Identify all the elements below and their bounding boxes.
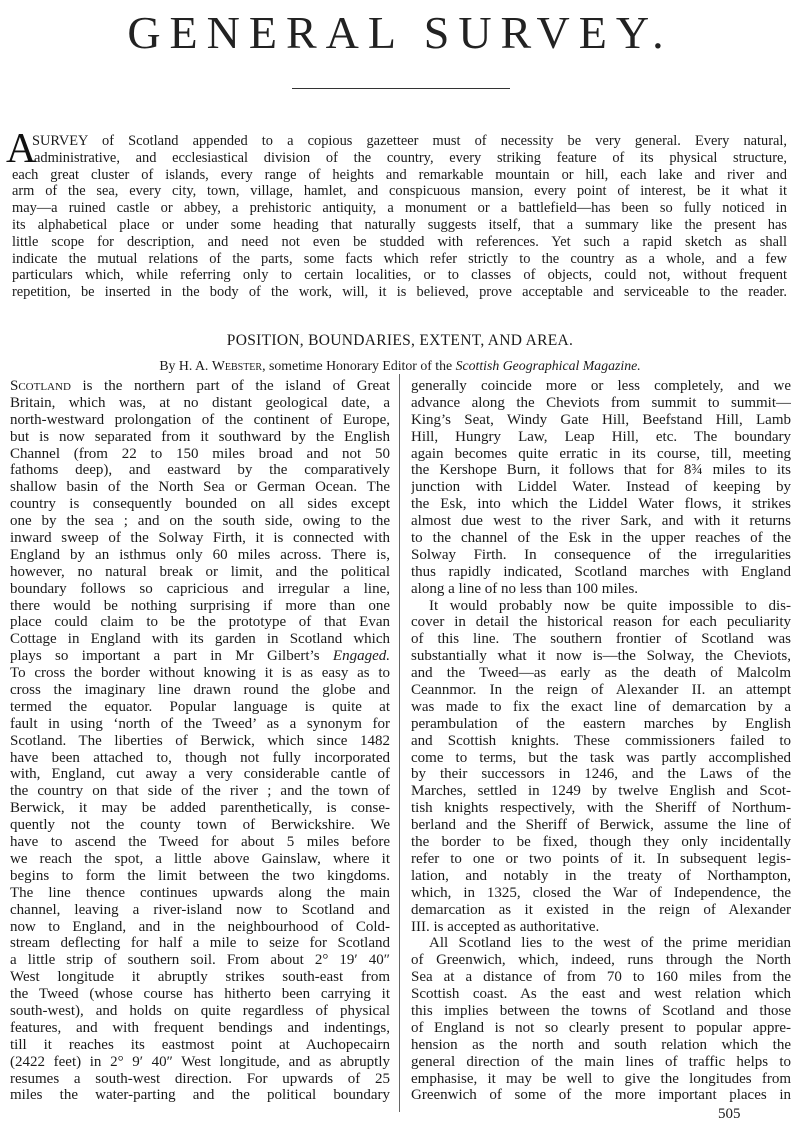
drop-cap: A	[6, 126, 37, 172]
text-line	[10, 1003, 390, 1020]
title-rule	[292, 88, 510, 89]
text-line	[411, 547, 791, 564]
text-line	[10, 868, 390, 885]
line-text: To cross the border without knowing it is as easy as to	[10, 665, 390, 682]
intro-line-text: arm of the sea, every city, town, village, hamlet, and conspicuous mansion, every point of interest, be it what it	[12, 183, 787, 200]
text-line	[411, 530, 791, 547]
text-line	[10, 614, 390, 631]
text-line	[10, 631, 390, 648]
line-text: Ceannmor. In the reign of Alexander II. an attempt	[411, 682, 791, 699]
line-text: one by the sea ; and on the south side, owing to the	[10, 513, 390, 530]
byline	[0, 358, 800, 374]
intro-line-text: repetition, be inserted in the body of the work, will, it is believed, prove acceptable and serviceable to the reader.	[12, 284, 787, 301]
text-line	[10, 462, 390, 479]
line-text: refer to one or two points of it. In subsequent legis-	[411, 850, 791, 867]
line-text: however, no natural break or limit, and the political	[10, 563, 390, 580]
line-text: and Scottish knights. These commissioners failed to	[411, 732, 791, 749]
text-line	[411, 952, 791, 969]
text-line	[411, 935, 791, 952]
text-line	[411, 1003, 791, 1020]
line-text: of England is not so clearly present to popular appre-	[411, 1019, 791, 1036]
line-text: It would probably now be quite impossible to dis-	[429, 597, 791, 614]
byline-middle: , sometime Honorary Editor of the	[262, 358, 456, 373]
line-text: stream deflecting for half a mile to seize for Scotland	[10, 935, 390, 952]
text-line	[10, 412, 390, 429]
text-line	[10, 969, 390, 986]
line-text: III. is accepted as authoritative.	[411, 918, 600, 935]
line-text: termed the equator. Popular language is quite at	[10, 698, 390, 715]
text-line	[411, 800, 791, 817]
text-line	[411, 665, 791, 682]
line-text: Scotland. The liberties of Berwick, which since 1482	[10, 732, 390, 749]
text-line	[411, 919, 791, 936]
text-line	[10, 800, 390, 817]
intro-line-text: may—a ruined castle or abbey, a prehistoric antiquity, a monument or a battlefield—has been so fully noticed in	[12, 200, 787, 217]
intro-line-text: each great cluster of islands, every range of heights and remarkable mountain or hill, each lake and river and	[12, 166, 787, 183]
page-number: 505	[718, 1106, 741, 1122]
line-text: now to England, and in the neighbourhood of Cold-	[10, 918, 390, 935]
line-text: have been attached to, though not fully incorporated	[10, 749, 390, 766]
text-line	[10, 1071, 390, 1088]
text-line	[411, 783, 791, 800]
line-text: advance along the Cheviots from summit to summit—	[411, 394, 791, 411]
text-line	[10, 750, 390, 767]
line-text: country is consequently bounded on all sides except	[10, 496, 390, 513]
line-text: channel, leaving a river-island now to Scotland and	[10, 901, 390, 918]
intro-line	[12, 267, 787, 284]
intro-line	[12, 167, 787, 184]
line-text: Cottage in England with its garden in Scotland which	[10, 631, 390, 648]
line-text: again becomes quite erratic in its course, till, meeting	[411, 445, 791, 462]
text-line	[411, 598, 791, 615]
intro-line-text: little scope for description, and need not even be studded with references. Yet such a rapid sketch as shall	[12, 233, 787, 250]
italic-title: Engaged.	[332, 648, 390, 665]
line-text: emphasise, it may be well to give the longitudes from	[411, 1070, 791, 1087]
text-line	[411, 834, 791, 851]
line-text: is the northern part of the island of Great	[70, 378, 390, 394]
text-line	[411, 513, 791, 530]
line-text: (2422 feet) in 2° 9′ 40″ West longitude, and as abruptly	[10, 1053, 390, 1070]
text-line	[10, 513, 390, 530]
text-line	[411, 902, 791, 919]
line-text: boundary follows so capricious and irregular a line,	[10, 580, 390, 597]
text-line	[411, 733, 791, 750]
intro-line	[12, 251, 787, 268]
text-line	[10, 834, 390, 851]
intro-line	[12, 217, 787, 234]
line-text: fault in using ‘north of the Tweed’ as a synonym for	[10, 715, 390, 732]
text-line	[10, 885, 390, 902]
text-line	[411, 1054, 791, 1071]
line-text: King’s Seat, Windy Gate Hill, Beefstand Hill, Lamb	[411, 411, 791, 428]
line-text: the Esk, into which the Liddel Water flows, it strikes	[411, 496, 791, 513]
text-line	[10, 378, 390, 395]
line-text: Greenwich of some of the more important places in	[411, 1087, 791, 1104]
text-line	[411, 614, 791, 631]
text-line	[10, 496, 390, 513]
left-column	[10, 378, 390, 1104]
line-text: we reach the spot, a little above Gainslaw, where it	[10, 850, 390, 867]
line-text: cross the imaginary line drawn round the globe and	[10, 682, 390, 699]
line-text: lation, and notably in the treaty of Northampton,	[411, 867, 791, 884]
intro-line	[12, 284, 787, 301]
line-text: which, in 1325, closed the War of Independence, the	[411, 884, 791, 901]
text-line	[411, 766, 791, 783]
text-line	[10, 1037, 390, 1054]
line-text: demarcation as it existed in the reign of Alexander	[411, 901, 791, 918]
column-divider	[399, 374, 400, 1112]
intro-line	[12, 200, 787, 217]
line-text: The line thence continues upwards along the main	[10, 884, 390, 901]
text-line	[10, 699, 390, 716]
line-text: and the Tweed—as early as the death of Malcolm	[411, 665, 791, 682]
text-line	[411, 750, 791, 767]
text-line	[10, 479, 390, 496]
line-text: the Tweed (whose course has hitherto been carrying it	[10, 986, 390, 1003]
text-line	[411, 1020, 791, 1037]
text-line	[10, 1087, 390, 1104]
text-line	[411, 1071, 791, 1088]
line-text: have to ascend the Tweed for about 5 miles before	[10, 834, 390, 851]
line-text: miles the water-parting and the political boundary	[10, 1087, 390, 1104]
line-text: perambulation of the eastern marches by English	[411, 715, 791, 732]
text-line	[411, 682, 791, 699]
text-line	[411, 986, 791, 1003]
text-line	[10, 648, 390, 665]
line-text: substantially what it now is—the Solway, the Cheviots,	[411, 648, 791, 665]
line-text: shallow basin of the North Sea or German Ocean. The	[10, 479, 390, 496]
text-line	[411, 446, 791, 463]
intro-line-text: its alphabetical place or under some heading that naturally suggests itself, that a summary like the present has	[12, 216, 787, 233]
line-text: begins to form the limit between the two kingdoms.	[10, 867, 390, 884]
line-text: cover in detail the historical reason for each peculiarity	[411, 614, 791, 631]
text-line	[411, 648, 791, 665]
text-line	[10, 429, 390, 446]
byline-prefix: By H. A.	[159, 358, 212, 373]
line-text: generally coincide more or less completely, and we	[411, 378, 791, 394]
line-text: hension as the north and south relation which the	[411, 1036, 791, 1053]
text-line	[10, 547, 390, 564]
text-line	[411, 429, 791, 446]
line-text: All Scotland lies to the west of the prime meridian	[429, 935, 791, 952]
text-line	[411, 564, 791, 581]
text-line	[411, 462, 791, 479]
line-text: south-west), and holds on quite regardless of physical	[10, 1002, 390, 1019]
line-text: to the channel of the Esk in the upper reaches of the	[411, 530, 791, 547]
line-text: by their successors in 1246, and the Laws of the	[411, 766, 791, 783]
right-column	[411, 378, 791, 1104]
text-line	[10, 952, 390, 969]
intro-lead-word: SURVEY	[32, 133, 88, 149]
byline-author: Webster	[211, 358, 263, 373]
line-text: Solway Firth. In consequence of the irregularities	[411, 546, 791, 563]
text-line	[411, 885, 791, 902]
line-text: Scottish coast. As the east and west relation which	[411, 986, 791, 1003]
line-text: the border to be fixed, though they only incidentally	[411, 834, 791, 851]
line-text: north-westward prolongation of the continent of Europe,	[10, 411, 390, 428]
text-line	[411, 868, 791, 885]
line-text: place could claim to be the prototype of that Evan	[10, 614, 390, 631]
text-line	[411, 716, 791, 733]
text-line	[10, 598, 390, 615]
line-text: almost due west to the river Sark, and with it returns	[411, 513, 791, 530]
line-text: Britain, which was, at no distant geological date, a	[10, 394, 390, 411]
text-line	[10, 1020, 390, 1037]
text-line	[411, 699, 791, 716]
intro-line-text: of Scotland appended to a copious gazetteer must of necessity be very general. Every natural,	[87, 133, 787, 149]
intro-line	[32, 133, 787, 150]
line-text: with, England, cut away a very considerable cantle of	[10, 766, 390, 783]
text-line	[10, 716, 390, 733]
text-line	[10, 817, 390, 834]
text-line	[411, 479, 791, 496]
text-line	[10, 733, 390, 750]
line-text: quently not the county town of Berwickshire. We	[10, 817, 390, 834]
line-text: inward sweep of the Solway Firth, it is connected with	[10, 530, 390, 547]
lead-word: Scotland	[10, 378, 71, 394]
text-line	[10, 935, 390, 952]
text-line	[411, 1037, 791, 1054]
line-text: along a line of no less than 100 miles.	[411, 580, 639, 597]
intro-line-text: particulars which, while referring only to certain localities, or to classes of objects, could not, without frequent	[12, 267, 787, 284]
line-text: Marches, settled in 1249 by twelve English and Scot-	[411, 783, 791, 800]
line-text: Hill, Hungry Law, Leap Hill, etc. The boundary	[411, 428, 791, 445]
line-text: tish knights respectively, with the Sheriff of Northum-	[411, 800, 791, 817]
text-line	[10, 1054, 390, 1071]
byline-publication: Scottish Geographical Magazine.	[455, 358, 641, 373]
line-text: the country on that side of the river ; and the town of	[10, 783, 390, 800]
line-text: a little strip of southern soil. From about 2° 19′ 40″	[10, 952, 390, 969]
text-line	[411, 412, 791, 429]
text-line	[411, 631, 791, 648]
text-line	[411, 1087, 791, 1104]
intro-line	[12, 234, 787, 251]
line-text: was made to fix the exact line of demarcation by a	[411, 698, 791, 715]
intro-paragraph	[12, 133, 787, 301]
line-text: till it reaches its eastmost point at Auchopecairn	[10, 1036, 390, 1053]
line-text: Berwick, it may be added parenthetically, is conse-	[10, 800, 390, 817]
text-line	[10, 919, 390, 936]
page-title: GENERAL SURVEY.	[127, 7, 673, 58]
text-line	[411, 378, 791, 395]
line-text: Sea at a distance of from 70 to 160 miles from the	[411, 969, 791, 986]
text-line	[10, 564, 390, 581]
text-line	[10, 395, 390, 412]
line-text: junction with Liddel Water. Instead of keeping by	[411, 479, 791, 496]
line-text: England by an isthmus only 60 miles across. There is,	[10, 546, 390, 563]
intro-line	[34, 150, 787, 167]
text-line	[10, 581, 390, 598]
line-text: resumes a south-west direction. For upwards of 25	[10, 1070, 390, 1087]
text-line	[10, 766, 390, 783]
text-line	[411, 496, 791, 513]
line-text: berland and the Sheriff of Berwick, assume the line of	[411, 817, 791, 834]
line-text: features, and with frequent bendings and indentings,	[10, 1019, 390, 1036]
text-line	[411, 817, 791, 834]
intro-line-text: administrative, and ecclesiastical division of the country, every striking feature of its physical structure,	[34, 149, 787, 166]
text-line	[411, 581, 791, 598]
line-text: this implies between the towns of Scotland and those	[411, 1002, 791, 1019]
intro-line-text: indicate the mutual relations of the parts, some facts which refer strictly to the country as a whole, and a few	[12, 250, 787, 267]
line-text: of Greenwich, which, indeed, runs through the North	[411, 952, 791, 969]
line-text: there would be nothing surprising if more than one	[10, 597, 390, 614]
line-text: Channel (from 22 to 150 miles broad and not 50	[10, 445, 390, 462]
line-text: come to terms, but the task was partly accomplished	[411, 749, 791, 766]
text-line	[411, 969, 791, 986]
line-text: thus rapidly indicated, Scotland marches with England	[411, 563, 791, 580]
text-line	[10, 530, 390, 547]
text-line	[10, 986, 390, 1003]
text-line	[10, 902, 390, 919]
intro-line	[12, 183, 787, 200]
text-line	[10, 851, 390, 868]
line-text: general direction of the main lines of traffic helps to	[411, 1053, 791, 1070]
line-text: the Kershope Burn, it follows that for 8¾ miles to its	[411, 462, 791, 479]
line-text: fathoms deep), and eastward by the comparatively	[10, 462, 390, 479]
text-line	[10, 446, 390, 463]
line-text: of this line. The southern frontier of Scotland was	[411, 631, 791, 648]
text-line	[10, 682, 390, 699]
line-text: plays so important a part in Mr Gilbert’s	[10, 648, 333, 665]
text-line	[10, 665, 390, 682]
text-line	[10, 783, 390, 800]
text-line	[411, 851, 791, 868]
text-line	[411, 395, 791, 412]
section-heading: POSITION, BOUNDARIES, EXTENT, AND AREA.	[226, 332, 574, 349]
line-text: West longitude it abruptly strikes south-east from	[10, 969, 390, 986]
line-text: but is now separated from it southward by the English	[10, 428, 390, 445]
